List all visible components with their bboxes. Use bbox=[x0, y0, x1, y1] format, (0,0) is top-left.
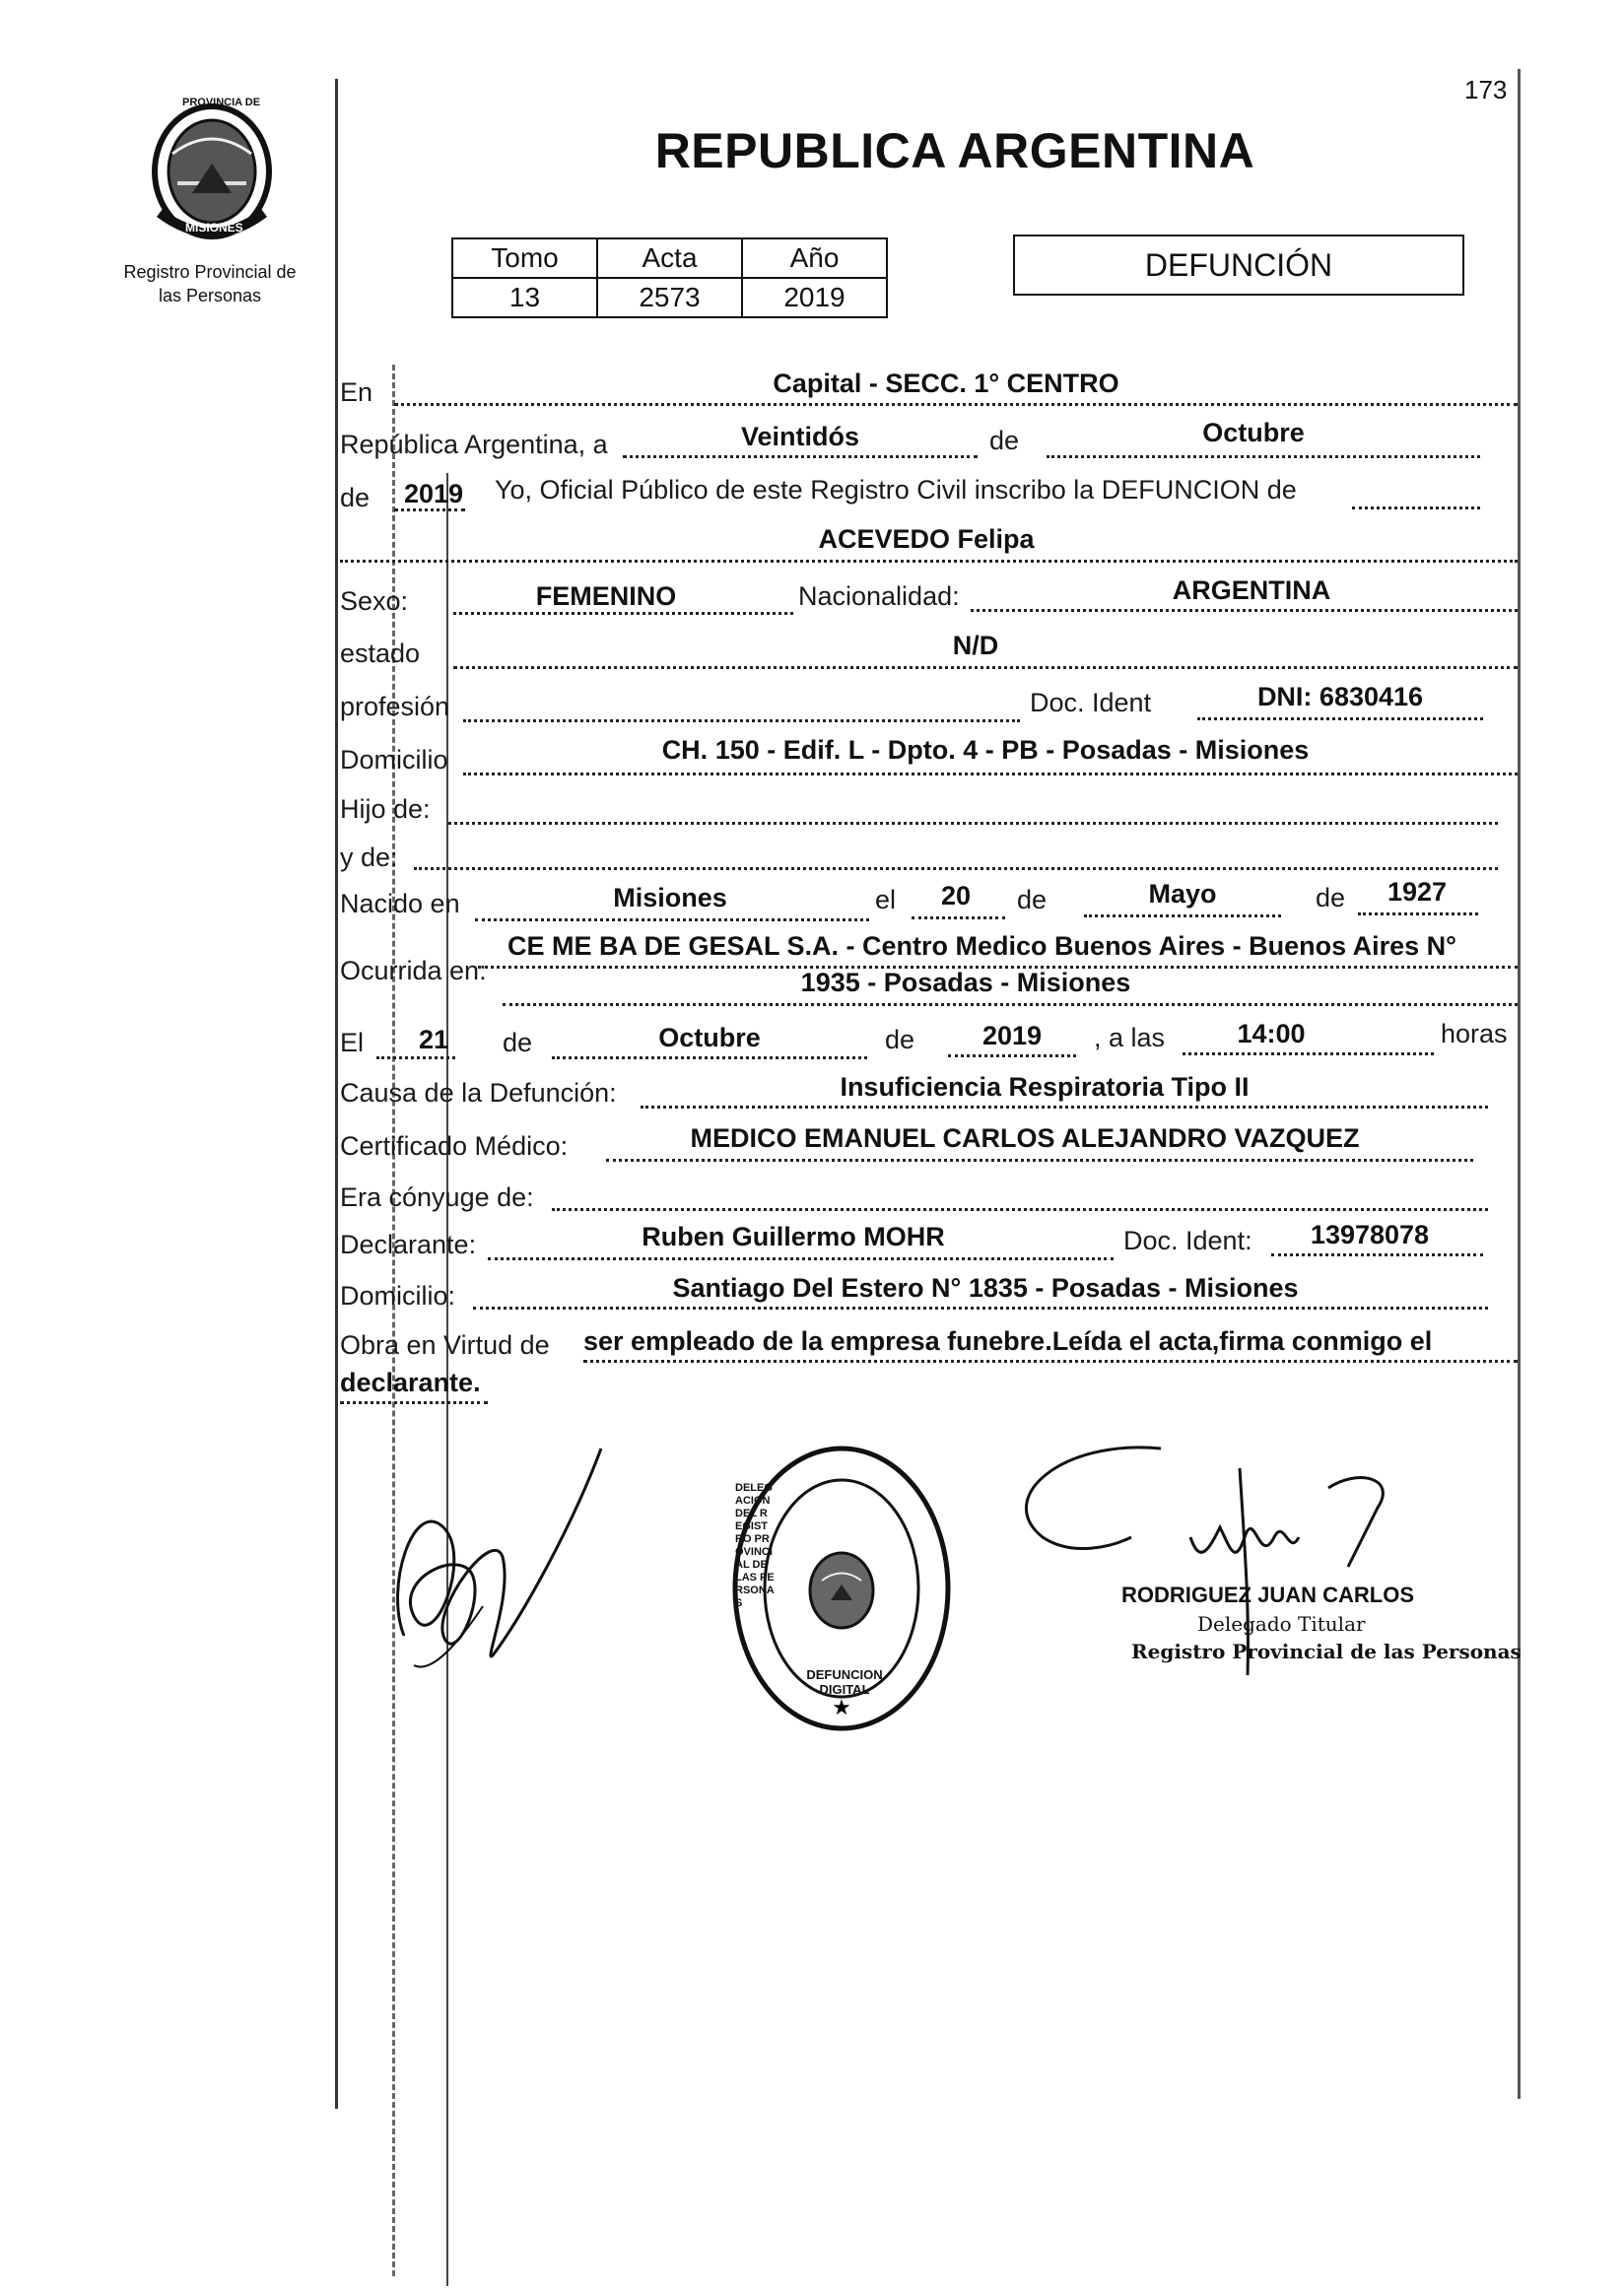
republica-label: República Argentina, a bbox=[340, 430, 608, 459]
month-value: Octubre bbox=[1202, 418, 1305, 447]
death-day-value: 21 bbox=[418, 1025, 449, 1054]
sexo-value: FEMENINO bbox=[535, 581, 677, 611]
doc-ident-label: Doc. Ident bbox=[1030, 688, 1152, 717]
birth-de2-label: de bbox=[1316, 883, 1346, 912]
ref-value-acta: 2573 bbox=[597, 278, 742, 317]
decl-domicilio-label: Domicilio: bbox=[340, 1281, 456, 1311]
y-de-label: y de: bbox=[340, 843, 398, 872]
estado-value: N/D bbox=[952, 631, 999, 660]
domicilio-label: Domicilio bbox=[340, 745, 448, 775]
estado-label: estado bbox=[340, 639, 421, 668]
profesion-dotline bbox=[463, 719, 1020, 722]
nacido-en-value: Misiones bbox=[613, 883, 727, 912]
intro-dotline bbox=[1352, 506, 1480, 509]
decl-doc-value: 13978078 bbox=[1310, 1220, 1430, 1249]
nacido-en-label: Nacido en bbox=[340, 889, 460, 918]
death-time-dotline bbox=[1183, 1052, 1434, 1055]
day-words-dotline bbox=[623, 455, 978, 458]
decl-domicilio-dotline bbox=[473, 1307, 1488, 1310]
deceased-name-value: ACEVEDO Felipa bbox=[818, 524, 1035, 554]
ref-header-tomo: Tomo bbox=[452, 238, 597, 278]
obra-value-2: declarante. bbox=[340, 1368, 481, 1397]
doc-ident-value: DNI: 6830416 bbox=[1256, 682, 1424, 711]
declarante-value: Ruben Guillermo MOHR bbox=[642, 1222, 945, 1251]
signer-org: Registro Provincial de las Personas bbox=[1131, 1640, 1522, 1663]
declarant-signature-icon bbox=[374, 1439, 631, 1695]
horas-label: horas bbox=[1441, 1019, 1508, 1048]
signer-name: RODRIGUEZ JUAN CARLOS bbox=[1121, 1583, 1415, 1607]
el-label: el bbox=[875, 885, 897, 914]
domicilio-value: CH. 150 - Edif. L - Dpto. 4 - PB - Posadas - Misiones bbox=[661, 735, 1310, 765]
a-las-label: , a las bbox=[1094, 1023, 1166, 1052]
en-dotline bbox=[394, 403, 1518, 406]
certificado-value: MEDICO EMANUEL CARLOS ALEJANDRO VAZQUEZ bbox=[690, 1123, 1360, 1153]
stamp-inner-text: DEFUNCION DIGITAL bbox=[806, 1667, 883, 1697]
signer-title: Delegado Titular bbox=[1197, 1612, 1366, 1636]
death-year-value: 2019 bbox=[981, 1021, 1043, 1050]
de-label-1: de bbox=[989, 426, 1020, 455]
hijo-de-label: Hijo de: bbox=[340, 794, 431, 824]
registry-caption-line2: las Personas bbox=[158, 286, 262, 305]
obra-value: ser empleado de la empresa funebre.Leída el acta,firma conmigo el bbox=[583, 1326, 1433, 1356]
certificado-dotline bbox=[606, 1159, 1473, 1162]
death-de2-label: de bbox=[885, 1025, 915, 1054]
birth-day-dotline bbox=[912, 916, 1005, 919]
sexo-label: Sexo: bbox=[340, 586, 409, 616]
certificado-label: Certificado Médico: bbox=[340, 1131, 569, 1161]
y-de-dotline bbox=[414, 867, 1498, 870]
birth-month-dotline bbox=[1084, 914, 1281, 917]
registry-caption bbox=[106, 260, 313, 307]
doc-ident-dotline bbox=[1197, 717, 1483, 720]
document-type-box: DEFUNCIÓN bbox=[1013, 235, 1464, 296]
obra-dotline bbox=[583, 1360, 1518, 1363]
right-margin-line bbox=[1518, 69, 1521, 2099]
declarante-dotline bbox=[488, 1257, 1114, 1260]
birth-de1-label: de bbox=[1017, 885, 1048, 914]
year-value: 2019 bbox=[403, 479, 464, 508]
ref-value-tomo: 13 bbox=[452, 278, 597, 317]
sexo-dotline bbox=[453, 612, 793, 615]
hijo-de-dotline bbox=[448, 822, 1498, 825]
causa-value: Insuficiencia Respiratoria Tipo II bbox=[840, 1072, 1250, 1102]
emblem-top-text: PROVINCIA DE bbox=[182, 97, 261, 108]
deceased-name-dotline bbox=[340, 560, 1518, 563]
page-number: 173 bbox=[1464, 75, 1508, 104]
ref-value-anio: 2019 bbox=[742, 278, 887, 317]
day-words-value: Veintidós bbox=[740, 422, 860, 451]
death-day-dotline bbox=[376, 1056, 455, 1059]
decl-doc-dotline bbox=[1271, 1253, 1483, 1256]
ocurrida-line2: 1935 - Posadas - Misiones bbox=[800, 968, 1131, 997]
decl-doc-label: Doc. Ident: bbox=[1123, 1226, 1252, 1255]
profesion-label: profesión bbox=[340, 692, 450, 721]
svg-text:★: ★ bbox=[832, 1696, 851, 1720]
death-de1-label: de bbox=[503, 1028, 533, 1057]
decl-domicilio-value: Santiago Del Estero N° 1835 - Posadas - Misiones bbox=[672, 1273, 1299, 1303]
birth-day-value: 20 bbox=[940, 881, 972, 910]
left-margin-line bbox=[335, 79, 338, 2109]
birth-month-value: Mayo bbox=[1148, 879, 1217, 909]
birth-year-dotline bbox=[1358, 912, 1478, 915]
registry-caption-line1: Registro Provincial de bbox=[123, 262, 297, 282]
estado-dotline bbox=[453, 666, 1518, 669]
ocurrida-line1: CE ME BA DE GESAL S.A. - Centro Medico Buenos Aires - Buenos Aires N° bbox=[508, 931, 1456, 961]
ocurrida-en-label: Ocurrida en: bbox=[340, 956, 487, 985]
conyuge-dotline bbox=[552, 1208, 1488, 1211]
record-reference-table bbox=[451, 237, 888, 318]
en-label: En bbox=[340, 377, 373, 407]
death-month-dotline bbox=[552, 1056, 867, 1059]
nacionalidad-value: ARGENTINA bbox=[1172, 575, 1331, 605]
causa-dotline bbox=[641, 1106, 1488, 1109]
domicilio-dotline bbox=[463, 773, 1518, 775]
ocurrida-dotline-2 bbox=[503, 1003, 1518, 1006]
declarante-label: Declarante: bbox=[340, 1230, 477, 1259]
death-month-value: Octubre bbox=[658, 1023, 761, 1052]
page-title: REPUBLICA ARGENTINA bbox=[654, 123, 1255, 178]
conyuge-label: Era cónyuge de: bbox=[340, 1182, 534, 1212]
el2-label: El bbox=[340, 1028, 365, 1057]
obra-dotline-2 bbox=[340, 1401, 488, 1404]
emblem-bottom-text: MISIONES bbox=[185, 221, 243, 235]
de-label-2: de bbox=[340, 483, 371, 512]
nacionalidad-label: Nacionalidad: bbox=[798, 581, 960, 611]
ref-header-acta: Acta bbox=[597, 238, 742, 278]
ref-header-anio: Año bbox=[742, 238, 887, 278]
en-value: Capital - SECC. 1° CENTRO bbox=[773, 369, 1119, 398]
year-dotline bbox=[394, 508, 465, 511]
nacido-en-dotline bbox=[475, 918, 869, 921]
intro-text: Yo, Oficial Público de este Registro Civil inscribo la DEFUNCION de bbox=[495, 475, 1297, 505]
official-stamp bbox=[727, 1443, 956, 1738]
month-dotline bbox=[1047, 455, 1480, 458]
obra-label: Obra en Virtud de bbox=[340, 1330, 550, 1360]
causa-label: Causa de la Defunción: bbox=[340, 1078, 617, 1108]
death-year-dotline bbox=[948, 1054, 1076, 1057]
stamp-ring-text: DELEGACION DEL REGISTRO PROVINCIAL DE LAS PERSONAS bbox=[735, 1482, 775, 1609]
death-time-value: 14:00 bbox=[1237, 1019, 1306, 1048]
birth-year-value: 1927 bbox=[1387, 877, 1448, 907]
nacionalidad-dotline bbox=[971, 609, 1518, 612]
